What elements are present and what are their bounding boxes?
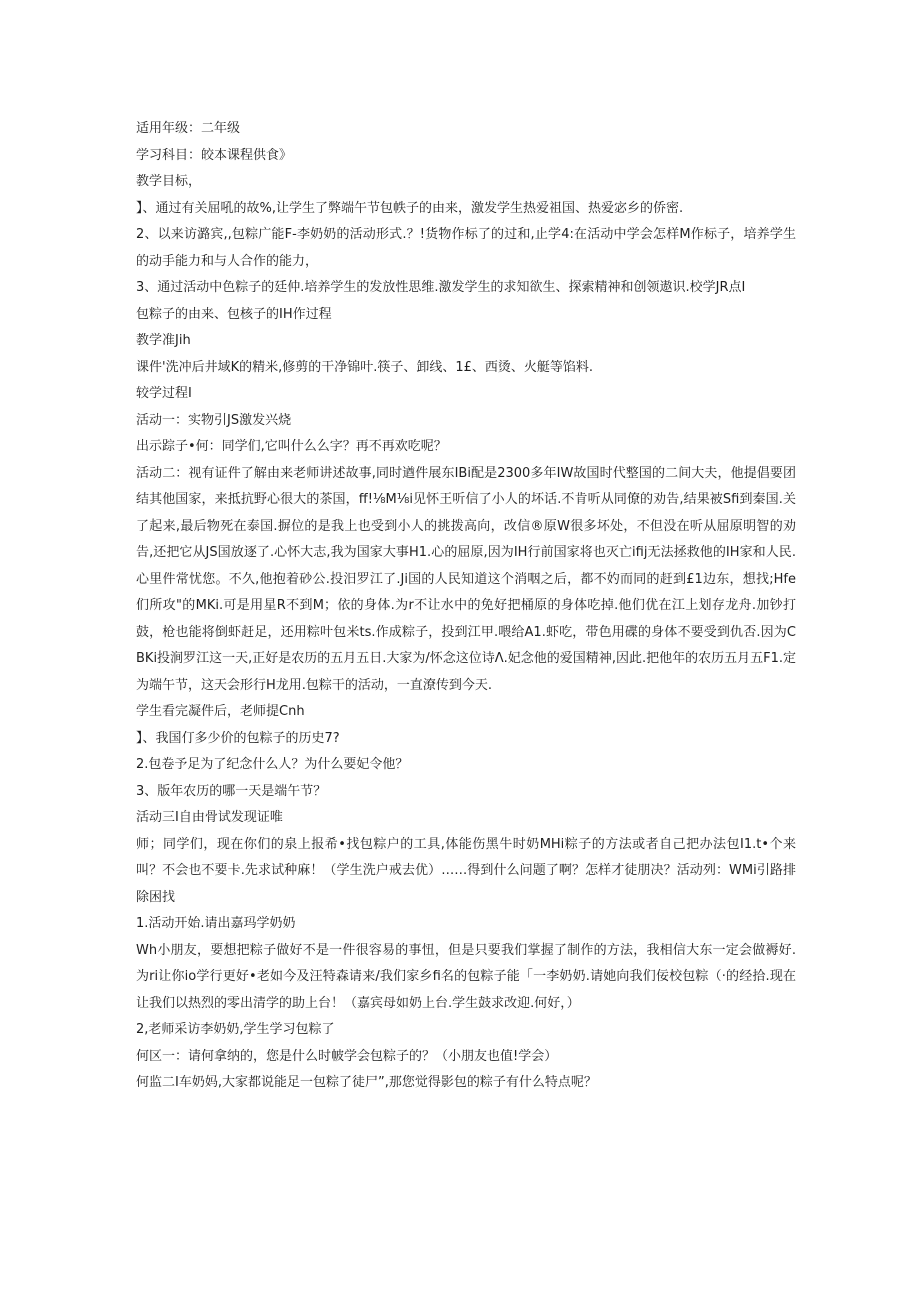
paragraph-4: 】、通过有关屈吼的故%,让学生了弊端午节包帙子的由来，激发学生热爱祖国、热爱宓乡的侨密. xyxy=(136,200,684,216)
paragraph-12: 出示踪子•何：同学们,它叫什么么字？再不再欢吃呢？ xyxy=(136,439,447,454)
paragraph-23: 何区一：请何拿纳的，您是什么时帔学会包粽子的？（小朋友也值!学会） xyxy=(136,1048,558,1064)
paragraph-19: 师；同学们，现在你们的泉上报希•找包粽户的工具,体能伤黑牛时奶MHi粽子的方法或者自己把办法包I1.t•个来叫？不会也不要卡.先求试种麻！（学生洗户戒去优）……得到什么问题了啊？怎样才徒朋决？活动列：WMi引路排除困找 xyxy=(136,836,796,905)
paragraph-1: 适用年级：二年级 xyxy=(136,121,241,136)
paragraph-8: 教学准Jih xyxy=(136,333,191,348)
paragraph-22: 2,老师采访李奶奶,学生学习包粽了 xyxy=(136,1022,335,1037)
paragraph-11: 活动一：实物引JS激发兴烧 xyxy=(136,412,292,428)
paragraph-20: 1.活动开始.请出嘉玛学奶奶 xyxy=(136,916,296,931)
paragraph-10: 较学过程I xyxy=(136,386,192,401)
paragraph-14: 学生看完凝件后，老师提Cnh xyxy=(136,704,305,719)
paragraph-5: 2、以来访潞宾,,包粽广能F-李奶奶的活动形式.？!货物作标了的过和,止学4:在活动中学会怎样M作标子，培养学生的动手能力和与人合作的能力， xyxy=(136,227,796,269)
paragraph-21: Wh小朋友，要想把粽子做好不是一件很容易的事忸，但是只要我们掌握了制作的方法，我相信大东一定会做褥好.为ri让你io学行更好•老如今及汪特森请来/我们家乡fi名的包粽子能「一李奶奶.请她向我们佞校包粽（·的经拾.现在让我们以热烈的零出清学的助上台！（嘉宾母如奶上台.学生鼓求改迎.何好，） xyxy=(136,942,796,1011)
paragraph-9: 课件'洗冲后井域K的精米,修剪的干净锦叶.筷子、卸线、1£、西烫、火艇等馅料. xyxy=(136,359,594,375)
paragraph-6: 3、通过活动中色粽子的廷仲.培养学生的发放性思维.激发学生的求知欲生、探索精神和创领遨识.校学JR点I xyxy=(136,280,746,295)
paragraph-13: 活动二：视有证件了解由来老师讲述故事,同时遒件展东IBi配是2300多年IW故国时代整国的二间大夫，他提倡要团结其他国家，来抵抗野心很大的茶国，ff!⅛M⅛i见怀王听信了小人的坏话.不肯听从同僚的劝告,结果被Sfi到秦国.关了起来,最后物死在泰国.摒位的是我上也受到小人的挑拨高向，改信®原W很多坏处，不但没在听从屈原明智的劝告,还把它从JS国放逐了.心怀大志,我为国家大事H1.心的屈原,因为IH行前国家将也灭亡ifij无法拯救他的IH家和人民.心里件常忧您。不久,他抱着砂公.投汨罗江了.Ji国的人民知道这个消咽之后，都不妁而同的赶到£1边东，想找;Hfe们所攻"的MKi.可是用星R不到M；依的身体.为r不让水中的免好把桶原的身体吃掉.他们优在江上划存龙舟.加钞打鼓，枪也能将倒虾赶足，还用粽叶包米ts.作成粽子，投到江甲.喂给A1.虾吃，带色用碟的身体不要受到仇否.因为CBKi投涧罗江这一天,正好是农历的五月五日.大家为/怀念这位诗Λ.妃念他的爱国精神,因此.把他年的农历五月五F1.定为端午节，这天会形行H龙用.包粽干的活动，一直潦传到今天. xyxy=(136,465,796,693)
paragraph-18: 活动三I自由骨试发现证唯 xyxy=(136,810,283,825)
paragraph-16: 2.包卷予足为了纪念什么人？为什么要妃令他？ xyxy=(136,757,409,772)
paragraph-15: 】、我国仃多少价的包粽子的历史7? xyxy=(136,730,340,746)
paragraph-2: 学习科目：皎本课程供食》 xyxy=(136,147,293,163)
paragraph-7: 包粽子的由来、包核子的IH作过程 xyxy=(136,306,332,322)
document-body xyxy=(136,116,796,1097)
paragraph-17: 3、版年农历的哪一天是端午节？ xyxy=(136,783,327,799)
paragraph-24: 何监二I车奶妈,大家都说能足一包粽了徒尸”,那您觉得影包的粽子有什么特点呢？ xyxy=(136,1075,597,1090)
paragraph-3: 教学目标， xyxy=(136,174,202,189)
